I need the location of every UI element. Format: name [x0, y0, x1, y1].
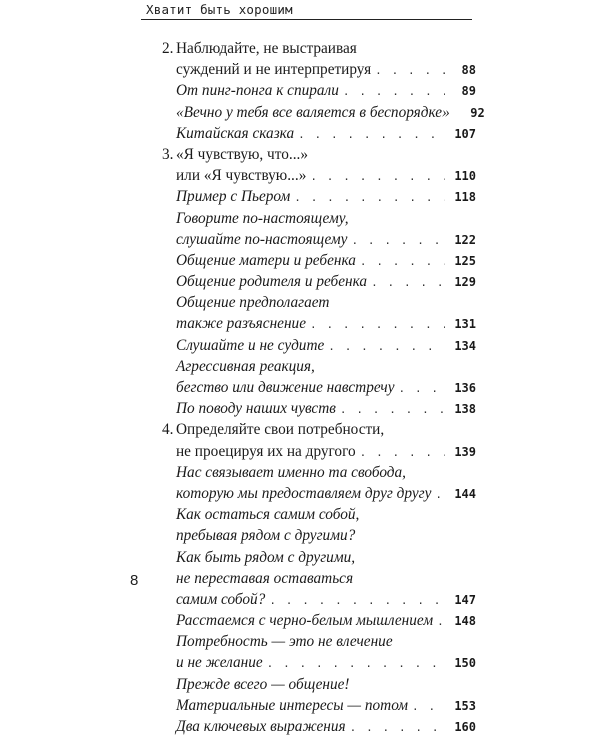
toc-entry	[152, 716, 476, 737]
toc-entry-text: Общение предполагает	[176, 294, 330, 312]
toc-entry-text: Общение родителя и ребенка	[176, 273, 368, 291]
dot-leader	[412, 696, 445, 717]
toc-entry-text: Китайская сказка	[176, 124, 295, 142]
toc-page-number: 148	[454, 614, 476, 629]
dot-leader	[269, 590, 445, 611]
toc-entry-text: Агрессивная реакция,	[176, 357, 315, 375]
toc-section-heading	[152, 144, 476, 165]
dot-leader	[310, 314, 445, 335]
toc-page-number: 122	[454, 232, 476, 247]
toc-entry	[152, 525, 476, 546]
toc-entry	[152, 504, 476, 525]
toc-entry	[152, 250, 476, 271]
toc-page-number: 153	[454, 698, 476, 713]
dot-leader	[298, 124, 445, 145]
toc-entry	[152, 547, 476, 568]
toc-entry	[152, 165, 476, 186]
toc-page-number: 144	[454, 486, 476, 501]
toc-entry-text: Два ключевых выражения	[176, 718, 346, 735]
toc-entry-text: Материальные интересы — потом	[176, 696, 409, 714]
toc-entry	[152, 568, 476, 589]
toc-entry-text: Наблюдайте, не выстраивая	[176, 40, 357, 57]
toc-entry-text: Расстаемся с черно-белым мышлением	[176, 612, 434, 630]
toc-entry	[152, 186, 476, 207]
toc-entry	[152, 59, 476, 80]
toc-entry-text: Потребность — это не влечение	[176, 633, 393, 651]
toc-entry-text: Общение матери и ребенка	[176, 251, 356, 269]
toc-entry-text: По поводу наших чувств	[176, 400, 336, 418]
header-rule	[141, 19, 472, 20]
toc-page-number: 129	[454, 275, 476, 290]
toc-entry-text: «Вечно у тебя все валяется в беспорядке»	[176, 103, 450, 121]
toc-entry	[152, 674, 476, 695]
section-number: 4.	[162, 421, 174, 439]
page-number: 8	[130, 572, 139, 589]
toc-page-number: 138	[454, 402, 476, 417]
toc-page-number: 134	[454, 338, 476, 353]
toc-entry-text: не переставая оставаться	[176, 569, 354, 587]
toc-page-number: 107	[454, 126, 476, 141]
toc-entry-text: которую мы предоставляем друг другу	[176, 484, 432, 502]
toc-page-number: 160	[454, 720, 476, 734]
toc-entry	[152, 483, 476, 504]
dot-leader	[435, 484, 445, 505]
toc-entry-text: или «Я чувствую...»	[176, 167, 307, 185]
section-number: 3.	[162, 145, 174, 163]
dot-leader	[350, 717, 445, 738]
toc-section-heading	[152, 38, 476, 59]
toc-entry-text: Пример с Пьером	[176, 188, 291, 206]
toc-entry	[152, 229, 476, 250]
toc-page-number: 125	[454, 253, 476, 268]
toc-entry-text: От пинг-понга к спирали	[176, 82, 339, 100]
toc-entry-text: Говорите по-настоящему,	[176, 209, 349, 227]
toc-entry	[152, 356, 476, 377]
toc-page-number: 139	[454, 444, 476, 459]
toc-entry-text: слушайте по-настоящему	[176, 230, 348, 248]
running-title: Хватит быть хорошим	[146, 2, 293, 17]
toc-entry	[152, 462, 476, 483]
toc-entry-text: «Я чувствую, что...»	[176, 145, 308, 163]
toc-page-number: 92	[470, 105, 485, 120]
toc-entry-text: Определяйте свои потребности,	[176, 421, 385, 439]
toc-entry-text: Нас связывает именно та свобода,	[176, 463, 406, 481]
toc-entry	[152, 292, 476, 313]
toc-page-number: 88	[461, 63, 476, 78]
toc-page-number: 131	[454, 317, 476, 332]
toc-page-number: 150	[454, 656, 476, 671]
toc-entry	[152, 335, 476, 356]
toc-entry	[152, 652, 476, 673]
toc-entry	[152, 610, 476, 631]
dot-leader	[360, 442, 445, 463]
toc-entry-text: Как остаться самим собой,	[176, 506, 360, 524]
dot-leader	[294, 187, 445, 208]
dot-leader	[375, 60, 445, 81]
toc-entry	[152, 398, 476, 419]
toc-page-number: 118	[454, 190, 476, 205]
toc-entry-text: суждений и не интерпретируя	[176, 61, 372, 79]
dot-leader	[328, 336, 445, 357]
toc-entry-text: также разъяснение	[176, 315, 306, 333]
toc-entry	[152, 208, 476, 229]
dot-leader	[351, 230, 445, 251]
toc-page-number: 89	[461, 84, 476, 99]
dot-leader	[371, 272, 445, 293]
toc-entry	[152, 80, 476, 101]
dot-leader	[399, 378, 445, 399]
toc-entry	[152, 631, 476, 652]
toc-entry-text: и не желание	[176, 654, 263, 672]
toc-entry-text: самим собой?	[176, 590, 266, 608]
dot-leader	[343, 81, 445, 102]
toc-entry-text: Слушайте и не судите	[176, 336, 325, 354]
dot-leader	[340, 399, 445, 420]
table-of-contents	[152, 38, 485, 737]
toc-page-number: 136	[454, 381, 476, 395]
toc-section-heading	[152, 419, 476, 440]
toc-entry	[152, 102, 485, 123]
toc-entry	[152, 377, 476, 398]
toc-entry-text: не проецируя их на другого	[176, 442, 356, 460]
toc-entry	[152, 589, 476, 610]
dot-leader	[360, 251, 445, 272]
dot-leader	[437, 611, 445, 632]
toc-page-number: 110	[454, 169, 476, 184]
toc-entry	[152, 123, 476, 144]
toc-page-number: 147	[454, 592, 476, 607]
dot-leader	[310, 166, 445, 187]
toc-entry	[152, 271, 476, 292]
toc-entry-text: пребывая рядом с другими?	[176, 527, 356, 545]
section-number: 2.	[162, 40, 174, 57]
dot-leader	[267, 653, 445, 674]
toc-entry	[152, 313, 476, 334]
toc-entry-text: Прежде всего — общение!	[176, 675, 350, 693]
toc-entry-text: Как быть рядом с другими,	[176, 548, 356, 566]
toc-entry-text: бегство или движение навстречу	[176, 379, 395, 396]
toc-entry	[152, 695, 476, 716]
toc-entry	[152, 441, 476, 462]
